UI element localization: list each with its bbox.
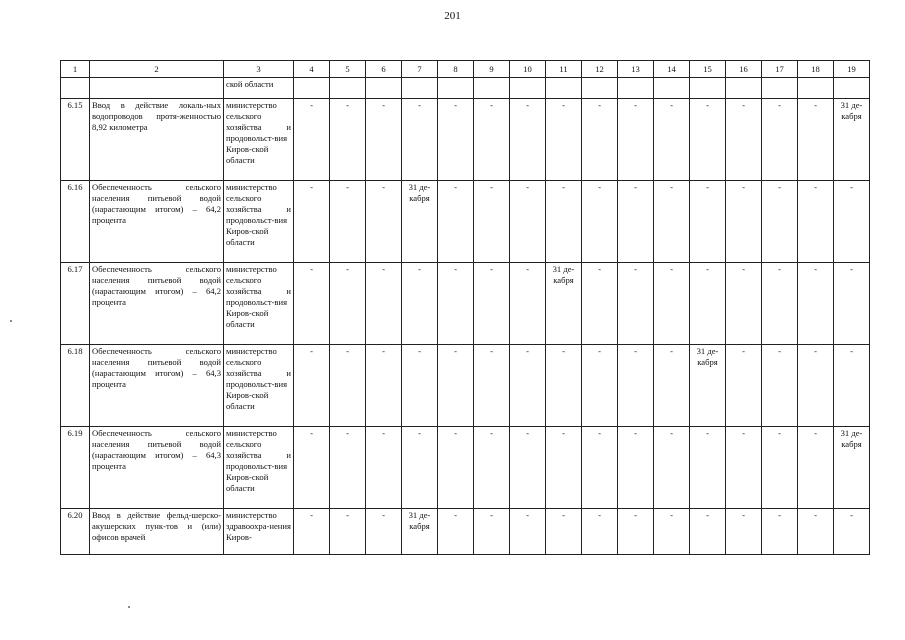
dash-mark: - — [850, 182, 853, 192]
dash-mark: - — [598, 182, 601, 192]
dash-mark: - — [706, 100, 709, 110]
schedule-cell — [726, 345, 762, 427]
column-header: 16 — [726, 61, 762, 78]
header-row — [61, 61, 870, 78]
dash-mark: - — [526, 428, 529, 438]
schedule-cell — [366, 427, 402, 509]
schedule-cell — [474, 99, 510, 181]
empty-cell — [582, 78, 618, 99]
schedule-cell — [654, 345, 690, 427]
deadline-date: 31 де-кабря — [696, 346, 719, 367]
dash-mark: - — [526, 100, 529, 110]
empty-cell — [294, 78, 330, 99]
empty-cell — [366, 78, 402, 99]
dash-mark: - — [490, 428, 493, 438]
dash-mark: - — [778, 510, 781, 520]
empty-cell — [330, 78, 366, 99]
executor: министерство здравоохра-нения Киров- — [224, 509, 294, 555]
executor: министерство сельского хозяйства и продовольст-вия Киров-ской области — [224, 181, 294, 263]
schedule-cell — [582, 427, 618, 509]
dash-mark: - — [346, 510, 349, 520]
dash-mark: - — [598, 264, 601, 274]
deadline-date: 31 де-кабря — [552, 264, 575, 285]
schedule-cell — [330, 263, 366, 345]
dash-mark: - — [598, 510, 601, 520]
empty-cell — [654, 78, 690, 99]
dash-mark: - — [562, 100, 565, 110]
event-name: Обеспеченность сельского населения питьевой водой (нарастающим итогом) – 64,3 процента — [90, 427, 224, 509]
dash-mark: - — [598, 346, 601, 356]
dash-mark: - — [490, 182, 493, 192]
table-row — [61, 509, 870, 555]
schedule-cell — [366, 263, 402, 345]
continuation-row — [61, 78, 870, 99]
column-header: 3 — [224, 61, 294, 78]
empty-cell — [762, 78, 798, 99]
schedule-cell — [726, 99, 762, 181]
event-name: Обеспеченность сельского населения питьевой водой (нарастающим итогом) – 64,3 процента — [90, 345, 224, 427]
schedule-cell — [510, 263, 546, 345]
column-header: 13 — [618, 61, 654, 78]
dash-mark: - — [742, 510, 745, 520]
schedule-cell — [834, 181, 870, 263]
schedule-cell — [582, 181, 618, 263]
continuation-text: ской области — [224, 78, 294, 99]
dash-mark: - — [526, 510, 529, 520]
schedule-cell — [438, 427, 474, 509]
schedule-cell — [546, 99, 582, 181]
schedule-cell — [798, 509, 834, 555]
dash-mark: - — [814, 428, 817, 438]
scan-speck — [128, 606, 130, 608]
column-header: 15 — [690, 61, 726, 78]
event-name: Обеспеченность сельского населения питьевой водой (нарастающим итогом) – 64,2 процента — [90, 181, 224, 263]
schedule-cell — [654, 427, 690, 509]
schedule-cell — [294, 263, 330, 345]
column-header: 14 — [654, 61, 690, 78]
column-header: 9 — [474, 61, 510, 78]
schedule-cell — [546, 427, 582, 509]
schedule-cell — [618, 181, 654, 263]
dash-mark: - — [490, 346, 493, 356]
schedule-cell — [834, 509, 870, 555]
schedule-cell — [510, 427, 546, 509]
dash-mark: - — [814, 346, 817, 356]
dash-mark: - — [742, 182, 745, 192]
schedule-cell — [834, 263, 870, 345]
schedule-cell — [654, 263, 690, 345]
dash-mark: - — [382, 100, 385, 110]
dash-mark: - — [382, 510, 385, 520]
dash-mark: - — [454, 182, 457, 192]
dash-mark: - — [706, 510, 709, 520]
event-name: Ввод в действие фельд-шерско-акушерских пунк-тов и (или) офисов врачей — [90, 509, 224, 555]
empty-cell — [510, 78, 546, 99]
dash-mark: - — [346, 182, 349, 192]
schedule-cell — [294, 181, 330, 263]
dash-mark: - — [382, 346, 385, 356]
dash-mark: - — [670, 100, 673, 110]
dash-mark: - — [670, 428, 673, 438]
executor: министерство сельского хозяйства и продовольст-вия Киров-ской области — [224, 263, 294, 345]
table-row — [61, 263, 870, 345]
schedule-cell-deadline — [834, 99, 870, 181]
dash-mark: - — [778, 346, 781, 356]
table-row — [61, 99, 870, 181]
dash-mark: - — [418, 100, 421, 110]
schedule-cell — [366, 345, 402, 427]
schedule-cell — [438, 345, 474, 427]
dash-mark: - — [742, 346, 745, 356]
dash-mark: - — [670, 264, 673, 274]
schedule-cell — [582, 345, 618, 427]
schedule-cell-deadline — [402, 181, 438, 263]
schedule-cell — [510, 509, 546, 555]
schedule-cell — [618, 263, 654, 345]
schedule-cell-deadline — [546, 263, 582, 345]
table-row — [61, 345, 870, 427]
dash-mark: - — [706, 264, 709, 274]
schedule-cell — [438, 99, 474, 181]
row-number: 6.20 — [61, 509, 90, 555]
dash-mark: - — [382, 182, 385, 192]
dash-mark: - — [850, 346, 853, 356]
schedule-cell — [618, 427, 654, 509]
empty-cell — [90, 78, 224, 99]
schedule-cell — [474, 427, 510, 509]
dash-mark: - — [562, 510, 565, 520]
dash-mark: - — [814, 510, 817, 520]
table-row — [61, 427, 870, 509]
dash-mark: - — [598, 428, 601, 438]
schedule-cell — [438, 509, 474, 555]
dash-mark: - — [814, 264, 817, 274]
dash-mark: - — [670, 182, 673, 192]
schedule-cell — [762, 181, 798, 263]
dash-mark: - — [310, 100, 313, 110]
dash-mark: - — [562, 346, 565, 356]
schedule-cell — [402, 263, 438, 345]
schedule-cell — [618, 99, 654, 181]
schedule-cell — [582, 263, 618, 345]
schedule-cell — [762, 263, 798, 345]
schedule-cell — [618, 345, 654, 427]
schedule-cell — [582, 509, 618, 555]
empty-cell — [726, 78, 762, 99]
dash-mark: - — [346, 346, 349, 356]
dash-mark: - — [454, 510, 457, 520]
dash-mark: - — [382, 264, 385, 274]
dash-mark: - — [382, 428, 385, 438]
dash-mark: - — [850, 264, 853, 274]
dash-mark: - — [562, 182, 565, 192]
row-number: 6.19 — [61, 427, 90, 509]
dash-mark: - — [598, 100, 601, 110]
schedule-cell — [474, 345, 510, 427]
schedule-cell — [690, 509, 726, 555]
executor: министерство сельского хозяйства и продовольст-вия Киров-ской области — [224, 427, 294, 509]
column-header: 4 — [294, 61, 330, 78]
schedule-cell — [582, 99, 618, 181]
page-number: 201 — [444, 10, 461, 22]
schedule-cell — [618, 509, 654, 555]
schedule-cell — [654, 99, 690, 181]
column-header: 5 — [330, 61, 366, 78]
column-header: 19 — [834, 61, 870, 78]
column-header: 1 — [61, 61, 90, 78]
dash-mark: - — [310, 510, 313, 520]
schedule-cell — [726, 263, 762, 345]
column-header: 12 — [582, 61, 618, 78]
dash-mark: - — [562, 428, 565, 438]
empty-cell — [546, 78, 582, 99]
schedule-cell — [546, 181, 582, 263]
column-header: 7 — [402, 61, 438, 78]
dash-mark: - — [310, 428, 313, 438]
dash-mark: - — [454, 428, 457, 438]
deadline-date: 31 де-кабря — [840, 428, 863, 449]
schedule-cell-deadline — [834, 427, 870, 509]
schedule-cell — [510, 99, 546, 181]
schedule-cell — [762, 509, 798, 555]
schedule-cell — [330, 181, 366, 263]
schedule-cell — [474, 263, 510, 345]
schedule-cell — [402, 345, 438, 427]
dash-mark: - — [310, 264, 313, 274]
schedule-cell — [798, 345, 834, 427]
schedule-cell — [690, 181, 726, 263]
dash-mark: - — [490, 264, 493, 274]
schedule-cell — [510, 345, 546, 427]
schedule-cell — [654, 181, 690, 263]
schedule-cell — [762, 427, 798, 509]
dash-mark: - — [346, 264, 349, 274]
dash-mark: - — [490, 100, 493, 110]
schedule-cell — [726, 509, 762, 555]
executor: министерство сельского хозяйства и продовольст-вия Киров-ской области — [224, 345, 294, 427]
column-header: 10 — [510, 61, 546, 78]
dash-mark: - — [814, 182, 817, 192]
dash-mark: - — [778, 182, 781, 192]
empty-cell — [402, 78, 438, 99]
schedule-cell — [366, 181, 402, 263]
dash-mark: - — [742, 100, 745, 110]
column-header: 8 — [438, 61, 474, 78]
event-name: Ввод в действие локаль-ных водопроводов протя-женностью 8,92 километра — [90, 99, 224, 181]
dash-mark: - — [634, 100, 637, 110]
schedule-cell — [546, 509, 582, 555]
schedule-cell — [330, 99, 366, 181]
schedule-cell — [690, 263, 726, 345]
schedule-cell — [546, 345, 582, 427]
empty-cell — [618, 78, 654, 99]
empty-cell — [474, 78, 510, 99]
schedule-cell — [510, 181, 546, 263]
schedule-cell — [762, 99, 798, 181]
row-number: 6.16 — [61, 181, 90, 263]
schedule-cell — [690, 99, 726, 181]
schedule-cell — [330, 345, 366, 427]
dash-mark: - — [454, 264, 457, 274]
event-name: Обеспеченность сельского населения питьевой водой (нарастающим итогом) – 64,2 процента — [90, 263, 224, 345]
deadline-date: 31 де-кабря — [408, 510, 431, 531]
schedule-cell — [366, 509, 402, 555]
dash-mark: - — [742, 428, 745, 438]
dash-mark: - — [634, 428, 637, 438]
column-header: 11 — [546, 61, 582, 78]
table-row — [61, 181, 870, 263]
dash-mark: - — [346, 428, 349, 438]
dash-mark: - — [310, 182, 313, 192]
dash-mark: - — [634, 264, 637, 274]
schedule-cell — [798, 99, 834, 181]
empty-cell — [690, 78, 726, 99]
dash-mark: - — [418, 428, 421, 438]
column-header: 18 — [798, 61, 834, 78]
schedule-table — [60, 60, 870, 555]
schedule-cell — [330, 509, 366, 555]
column-header: 17 — [762, 61, 798, 78]
deadline-date: 31 де-кабря — [408, 182, 431, 203]
schedule-cell — [402, 427, 438, 509]
dash-mark: - — [634, 510, 637, 520]
empty-cell — [798, 78, 834, 99]
deadline-date: 31 де-кабря — [840, 100, 863, 121]
schedule-cell — [294, 99, 330, 181]
empty-cell — [61, 78, 90, 99]
dash-mark: - — [490, 510, 493, 520]
schedule-cell — [474, 509, 510, 555]
dash-mark: - — [670, 510, 673, 520]
dash-mark: - — [346, 100, 349, 110]
schedule-cell — [834, 345, 870, 427]
empty-cell — [834, 78, 870, 99]
dash-mark: - — [670, 346, 673, 356]
schedule-cell — [438, 263, 474, 345]
dash-mark: - — [778, 100, 781, 110]
column-header: 6 — [366, 61, 402, 78]
row-number: 6.17 — [61, 263, 90, 345]
dash-mark: - — [454, 346, 457, 356]
schedule-cell — [330, 427, 366, 509]
row-number: 6.15 — [61, 99, 90, 181]
empty-cell — [438, 78, 474, 99]
dash-mark: - — [814, 100, 817, 110]
schedule-cell — [690, 427, 726, 509]
schedule-cell — [294, 427, 330, 509]
dash-mark: - — [634, 346, 637, 356]
schedule-cell — [294, 345, 330, 427]
schedule-cell-deadline — [402, 509, 438, 555]
column-header: 2 — [90, 61, 224, 78]
schedule-cell — [726, 427, 762, 509]
dash-mark: - — [418, 346, 421, 356]
schedule-cell — [798, 263, 834, 345]
dash-mark: - — [418, 264, 421, 274]
dash-mark: - — [706, 428, 709, 438]
dash-mark: - — [742, 264, 745, 274]
executor: министерство сельского хозяйства и продовольст-вия Киров-ской области — [224, 99, 294, 181]
dash-mark: - — [526, 182, 529, 192]
schedule-cell — [438, 181, 474, 263]
row-number: 6.18 — [61, 345, 90, 427]
schedule-cell — [402, 99, 438, 181]
dash-mark: - — [310, 346, 313, 356]
dash-mark: - — [778, 428, 781, 438]
schedule-cell — [294, 509, 330, 555]
dash-mark: - — [526, 264, 529, 274]
dash-mark: - — [778, 264, 781, 274]
dash-mark: - — [634, 182, 637, 192]
schedule-cell — [474, 181, 510, 263]
schedule-cell — [654, 509, 690, 555]
schedule-cell-deadline — [690, 345, 726, 427]
scan-speck — [10, 320, 12, 322]
schedule-cell — [726, 181, 762, 263]
schedule-cell — [366, 99, 402, 181]
schedule-cell — [798, 181, 834, 263]
dash-mark: - — [706, 182, 709, 192]
schedule-cell — [762, 345, 798, 427]
dash-mark: - — [454, 100, 457, 110]
dash-mark: - — [526, 346, 529, 356]
dash-mark: - — [850, 510, 853, 520]
schedule-cell — [798, 427, 834, 509]
